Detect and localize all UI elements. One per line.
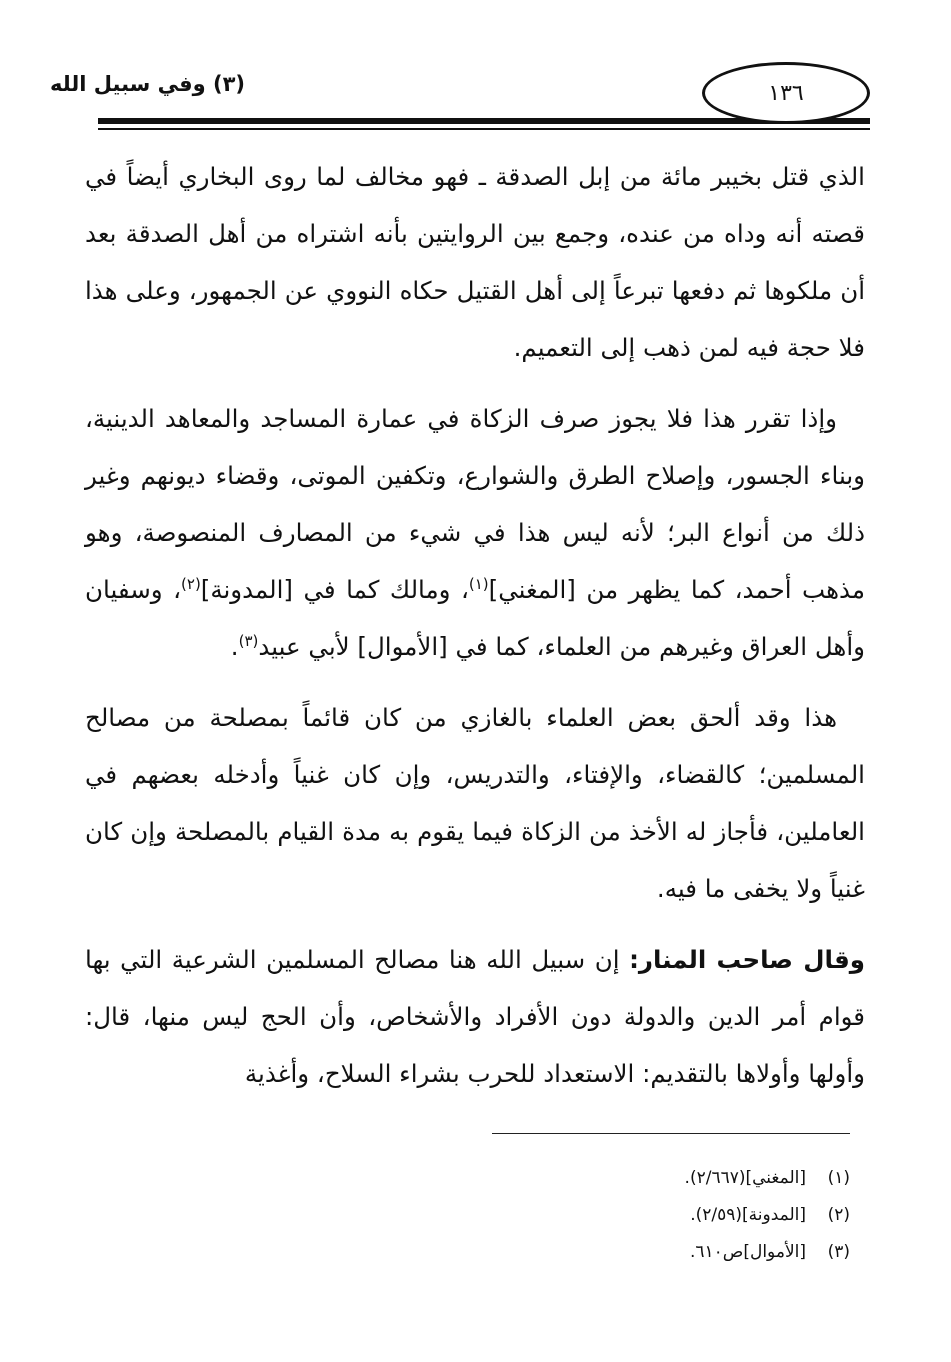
footnote-2	[400, 1197, 850, 1234]
paragraph-2-part-4: .	[230, 632, 239, 661]
paragraph-2	[85, 390, 865, 675]
footnote-text: [المغني](٢/٦٦٧).	[684, 1168, 806, 1188]
footnote-number: (٣)	[827, 1242, 850, 1262]
footnote-1	[400, 1160, 850, 1197]
paragraph-2-part-3: ، وسفيان وأهل العراق وغيرهم من العلماء، كما في [الأموال] لأبي عبيد	[85, 575, 865, 661]
footnote-3	[400, 1234, 850, 1271]
footnote-ref-3[interactable]: (٣)	[238, 632, 259, 650]
footnote-text: [المدونة](٢/٥٩).	[690, 1205, 806, 1225]
footnote-ref-1[interactable]: (١)	[468, 575, 489, 593]
paragraph-4-text: إن سبيل الله هنا مصالح المسلمين الشرعية التي بها قوام أمر الدين والدولة دون الأفراد والأشخاص، وأن الحج ليس منها، قال: وأولها وأولاها بالتقديم: الاستعداد للحرب بشراء السلاح، وأغذية	[85, 945, 865, 1088]
running-title: (٣) وفي سبيل الله	[50, 72, 245, 96]
header-rule-thin	[98, 128, 870, 130]
paragraph-2-part-2: ، ومالك كما في [المدونة]	[200, 575, 469, 604]
footnote-text: [الأموال]ص٦١٠.	[689, 1242, 806, 1262]
body-text	[85, 148, 865, 1102]
footnote-number: (٢)	[827, 1205, 850, 1225]
paragraph-4	[85, 931, 865, 1102]
page-header	[50, 58, 870, 138]
footnote-number: (١)	[827, 1168, 850, 1188]
paragraph-2-part-1: وإذا تقرر هذا فلا يجوز صرف الزكاة في عمارة المساجد والمعاهد الدينية، وبناء الجسور، وإصلاح الطرق والشوارع، وتكفين الموتى، وقضاء ديونهم وغير ذلك من أنواع البر؛ لأنه ليس هذا في شيء من المصارف المنصوصة، وهو مذهب أحمد، كما يظهر من [المغني]	[85, 404, 865, 604]
page-number: ١٣٦	[768, 80, 804, 106]
paragraph-4-lead: وقال صاحب المنار:	[629, 945, 865, 974]
paragraph-3: هذا وقد ألحق بعض العلماء بالغازي من كان قائماً بمصلحة من مصالح المسلمين؛ كالقضاء، والإفتاء، والتدريس، وإن كان غنياً وأدخله بعضهم في العاملين، فأجاز له الأخذ من الزكاة فيما يقوم به مدة القيام بالمصلحة وإن كان غنياً ولا يخفى ما فيه.	[85, 703, 865, 903]
footnote-separator	[492, 1133, 850, 1134]
page-number-oval	[702, 62, 870, 124]
paragraph-1: الذي قتل بخيبر مائة من إبل الصدقة ـ فهو مخالف لما روى البخاري أيضاً في قصته أنه وداه من عنده، وجمع بين الروايتين بأنه اشتراه من أهل الصدقة بعد أن ملكوها ثم دفعها تبرعاً إلى أهل القتيل حكاه النووي عن الجمهور، وعلى هذا فلا حجة فيه لمن ذهب إلى التعميم.	[85, 162, 865, 362]
footnote-ref-2[interactable]: (٢)	[181, 575, 201, 593]
footnotes	[400, 1160, 850, 1271]
